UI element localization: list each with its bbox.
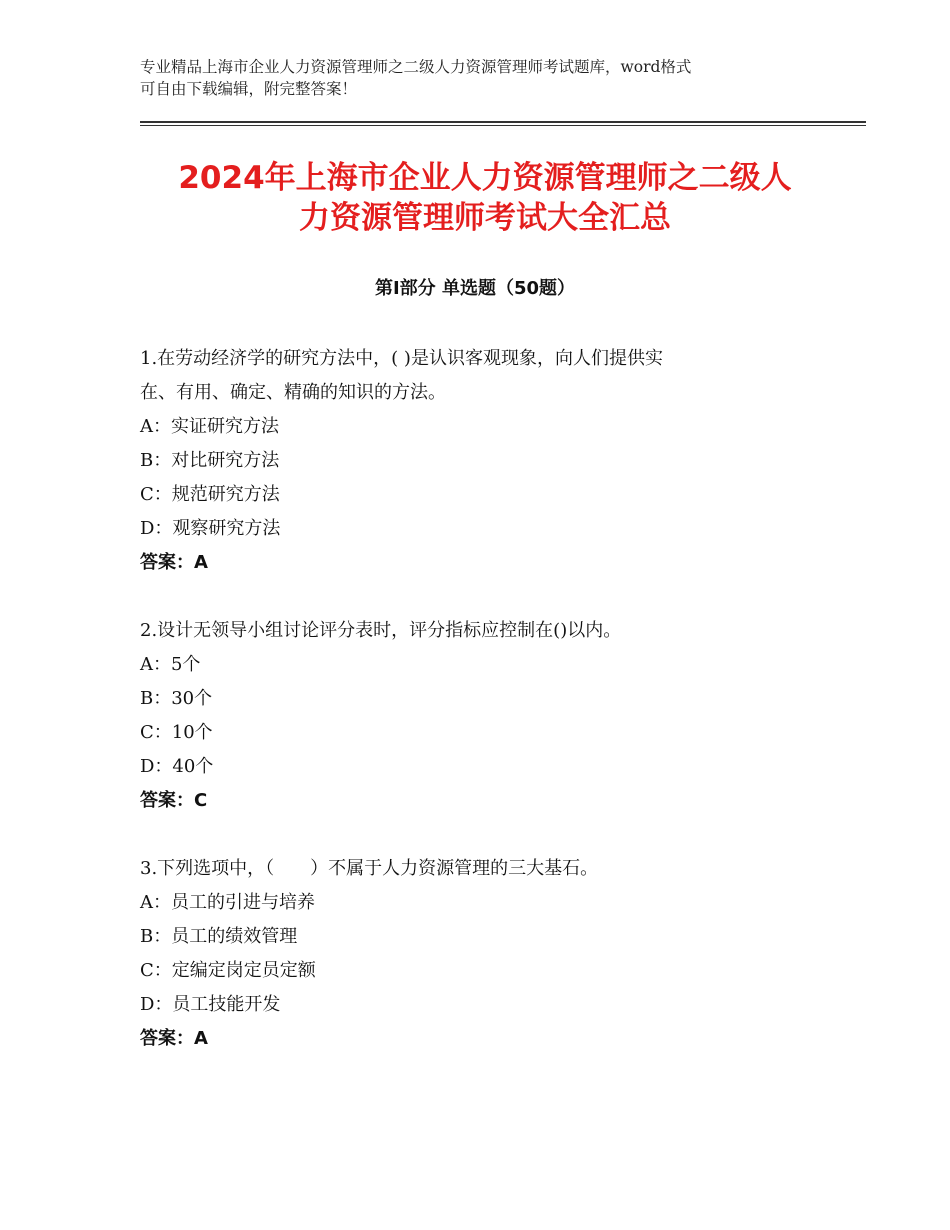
option-c: C：定编定岗定员定额	[140, 960, 316, 981]
question-item	[140, 852, 820, 1056]
header-divider-thick	[140, 121, 866, 123]
document-title-line-1: 2024年上海市企业人力资源管理师之二级人	[178, 160, 792, 196]
question-item	[140, 342, 820, 580]
answer-label: 答案：A	[140, 1028, 208, 1049]
option-a: A：实证研究方法	[140, 416, 279, 437]
section-heading: 第Ⅰ部分 单选题（50题）	[374, 278, 575, 299]
question-stem-line: 3.下列选项中，（ ）不属于人力资源管理的三大基石。	[140, 858, 599, 879]
option-c: C：10个	[140, 722, 213, 743]
header-note	[140, 56, 820, 100]
document-title	[100, 158, 870, 238]
option-c: C：规范研究方法	[140, 484, 280, 505]
answer-label: 答案：C	[140, 790, 208, 811]
option-b: B：对比研究方法	[140, 450, 280, 471]
option-b: B：员工的绩效管理	[140, 926, 298, 947]
question-stem-line: 2.设计无领导小组讨论评分表时，评分指标应控制在()以内。	[140, 620, 622, 641]
answer-label: 答案：A	[140, 552, 208, 573]
header-note-line-1: 专业精品上海市企业人力资源管理师之二级人力资源管理师考试题库，word格式	[140, 58, 692, 76]
option-a: A：5个	[140, 654, 201, 675]
header-note-line-2: 可自由下载编辑，附完整答案！	[140, 80, 358, 98]
option-d: D：40个	[140, 756, 214, 777]
option-d: D：员工技能开发	[140, 994, 281, 1015]
question-stem-line: 在、有用、确定、精确的知识的方法。	[140, 382, 446, 403]
header-divider-thin	[140, 125, 866, 126]
option-b: B：30个	[140, 688, 213, 709]
option-a: A：员工的引进与培养	[140, 892, 315, 913]
question-item	[140, 614, 820, 818]
option-d: D：观察研究方法	[140, 518, 281, 539]
document-title-line-2: 力资源管理师考试大全汇总	[299, 200, 671, 236]
question-stem-line: 1.在劳动经济学的研究方法中，( )是认识客观现象，向人们提供实	[140, 348, 663, 369]
question-list	[140, 342, 820, 1090]
